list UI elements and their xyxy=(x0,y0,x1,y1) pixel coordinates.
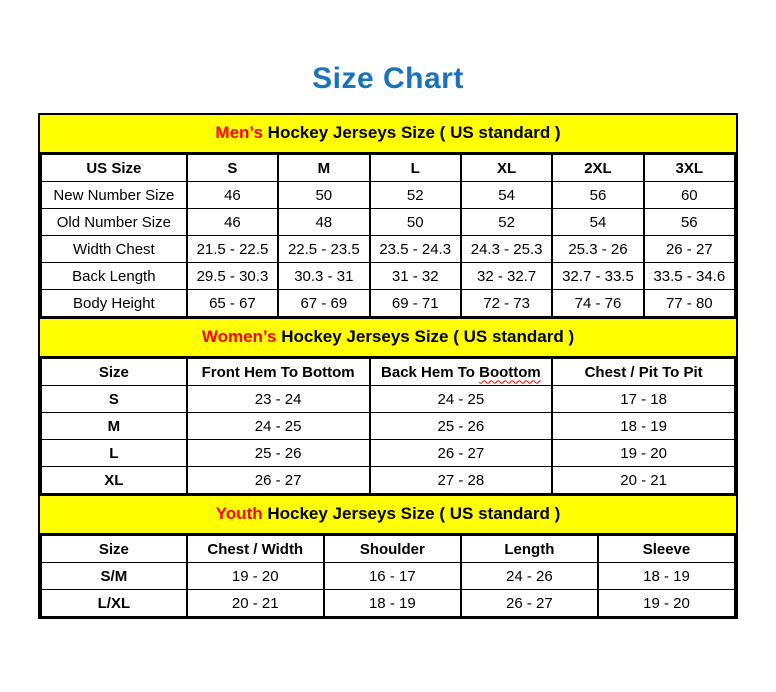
column-header: Chest / Pit To Pit xyxy=(552,359,735,386)
table-row xyxy=(41,386,735,413)
section-womens xyxy=(40,317,736,494)
size-value: 26 - 27 xyxy=(461,590,598,617)
section-header-youth xyxy=(40,494,736,535)
column-header: 2XL xyxy=(552,155,643,182)
section-header-mens xyxy=(40,115,736,154)
size-value: 33.5 - 34.6 xyxy=(644,263,735,290)
misspelled-word: Boottom xyxy=(479,363,541,381)
row-label: M xyxy=(41,413,187,440)
column-header: US Size xyxy=(41,155,187,182)
size-value: 54 xyxy=(461,182,552,209)
column-header: Back Hem To Boottom xyxy=(370,359,553,386)
size-value: 77 - 80 xyxy=(644,290,735,317)
size-value: 32 - 32.7 xyxy=(461,263,552,290)
size-value: 24.3 - 25.3 xyxy=(461,236,552,263)
size-value: 48 xyxy=(278,209,369,236)
section-header-rest: Hockey Jerseys Size ( US standard ) xyxy=(262,504,561,523)
column-header: 3XL xyxy=(644,155,735,182)
size-chart-block xyxy=(38,113,738,619)
column-header-row xyxy=(41,536,735,563)
size-value: 69 - 71 xyxy=(370,290,461,317)
column-header-row xyxy=(41,155,735,182)
size-value: 30.3 - 31 xyxy=(278,263,369,290)
size-value: 46 xyxy=(187,182,278,209)
size-value: 26 - 27 xyxy=(370,440,553,467)
size-value: 56 xyxy=(644,209,735,236)
page-title: Size Chart xyxy=(312,62,464,95)
size-value: 74 - 76 xyxy=(552,290,643,317)
table-row xyxy=(41,263,735,290)
size-value: 22.5 - 23.5 xyxy=(278,236,369,263)
size-value: 72 - 73 xyxy=(461,290,552,317)
table-row xyxy=(41,182,735,209)
size-value: 19 - 20 xyxy=(187,563,324,590)
row-label: Width Chest xyxy=(41,236,187,263)
size-value: 65 - 67 xyxy=(187,290,278,317)
column-header: Chest / Width xyxy=(187,536,324,563)
section-header-highlight: Men’s xyxy=(215,123,263,142)
row-label: S/M xyxy=(41,563,187,590)
size-value: 16 - 17 xyxy=(324,563,461,590)
size-value: 67 - 69 xyxy=(278,290,369,317)
row-label: L xyxy=(41,440,187,467)
size-value: 20 - 21 xyxy=(552,467,735,494)
row-label: XL xyxy=(41,467,187,494)
size-value: 26 - 27 xyxy=(644,236,735,263)
mens-size-table xyxy=(40,154,736,317)
column-header: Sleeve xyxy=(598,536,735,563)
size-value: 25 - 26 xyxy=(187,440,370,467)
section-header-rest: Hockey Jerseys Size ( US standard ) xyxy=(276,327,575,346)
section-mens xyxy=(40,115,736,317)
womens-size-table xyxy=(40,358,736,494)
table-row xyxy=(41,413,735,440)
size-value: 50 xyxy=(278,182,369,209)
section-youth xyxy=(40,494,736,617)
column-header: XL xyxy=(461,155,552,182)
column-header: M xyxy=(278,155,369,182)
size-value: 46 xyxy=(187,209,278,236)
section-header-highlight: Youth xyxy=(215,504,263,523)
size-value: 23 - 24 xyxy=(187,386,370,413)
row-label: New Number Size xyxy=(41,182,187,209)
row-label: Body Height xyxy=(41,290,187,317)
column-header: Front Hem To Bottom xyxy=(187,359,370,386)
size-value: 24 - 25 xyxy=(370,386,553,413)
size-value: 18 - 19 xyxy=(324,590,461,617)
size-value: 60 xyxy=(644,182,735,209)
size-value: 25 - 26 xyxy=(370,413,553,440)
size-value: 29.5 - 30.3 xyxy=(187,263,278,290)
size-value: 25.3 - 26 xyxy=(552,236,643,263)
column-header: Size xyxy=(41,536,187,563)
column-header: S xyxy=(187,155,278,182)
column-header: L xyxy=(370,155,461,182)
table-row xyxy=(41,209,735,236)
size-value: 24 - 26 xyxy=(461,563,598,590)
size-value: 27 - 28 xyxy=(370,467,553,494)
row-label: S xyxy=(41,386,187,413)
table-row xyxy=(41,563,735,590)
section-header-womens xyxy=(40,317,736,358)
table-row xyxy=(41,236,735,263)
size-value: 20 - 21 xyxy=(187,590,324,617)
size-value: 52 xyxy=(461,209,552,236)
size-value: 56 xyxy=(552,182,643,209)
youth-size-table xyxy=(40,535,736,617)
column-header-row xyxy=(41,359,735,386)
table-row xyxy=(41,467,735,494)
size-value: 18 - 19 xyxy=(552,413,735,440)
size-value: 17 - 18 xyxy=(552,386,735,413)
table-row xyxy=(41,440,735,467)
table-row xyxy=(41,290,735,317)
section-header-rest: Hockey Jerseys Size ( US standard ) xyxy=(262,123,561,142)
size-value: 19 - 20 xyxy=(552,440,735,467)
table-row xyxy=(41,590,735,617)
column-header: Length xyxy=(461,536,598,563)
size-value: 19 - 20 xyxy=(598,590,735,617)
section-header-highlight: Women’s xyxy=(201,327,277,346)
size-value: 21.5 - 22.5 xyxy=(187,236,278,263)
size-value: 18 - 19 xyxy=(598,563,735,590)
size-value: 50 xyxy=(370,209,461,236)
row-label: Old Number Size xyxy=(41,209,187,236)
size-value: 23.5 - 24.3 xyxy=(370,236,461,263)
size-value: 54 xyxy=(552,209,643,236)
size-value: 24 - 25 xyxy=(187,413,370,440)
row-label: L/XL xyxy=(41,590,187,617)
column-header: Size xyxy=(41,359,187,386)
column-header: Shoulder xyxy=(324,536,461,563)
size-value: 52 xyxy=(370,182,461,209)
size-value: 31 - 32 xyxy=(370,263,461,290)
size-value: 26 - 27 xyxy=(187,467,370,494)
size-value: 32.7 - 33.5 xyxy=(552,263,643,290)
row-label: Back Length xyxy=(41,263,187,290)
